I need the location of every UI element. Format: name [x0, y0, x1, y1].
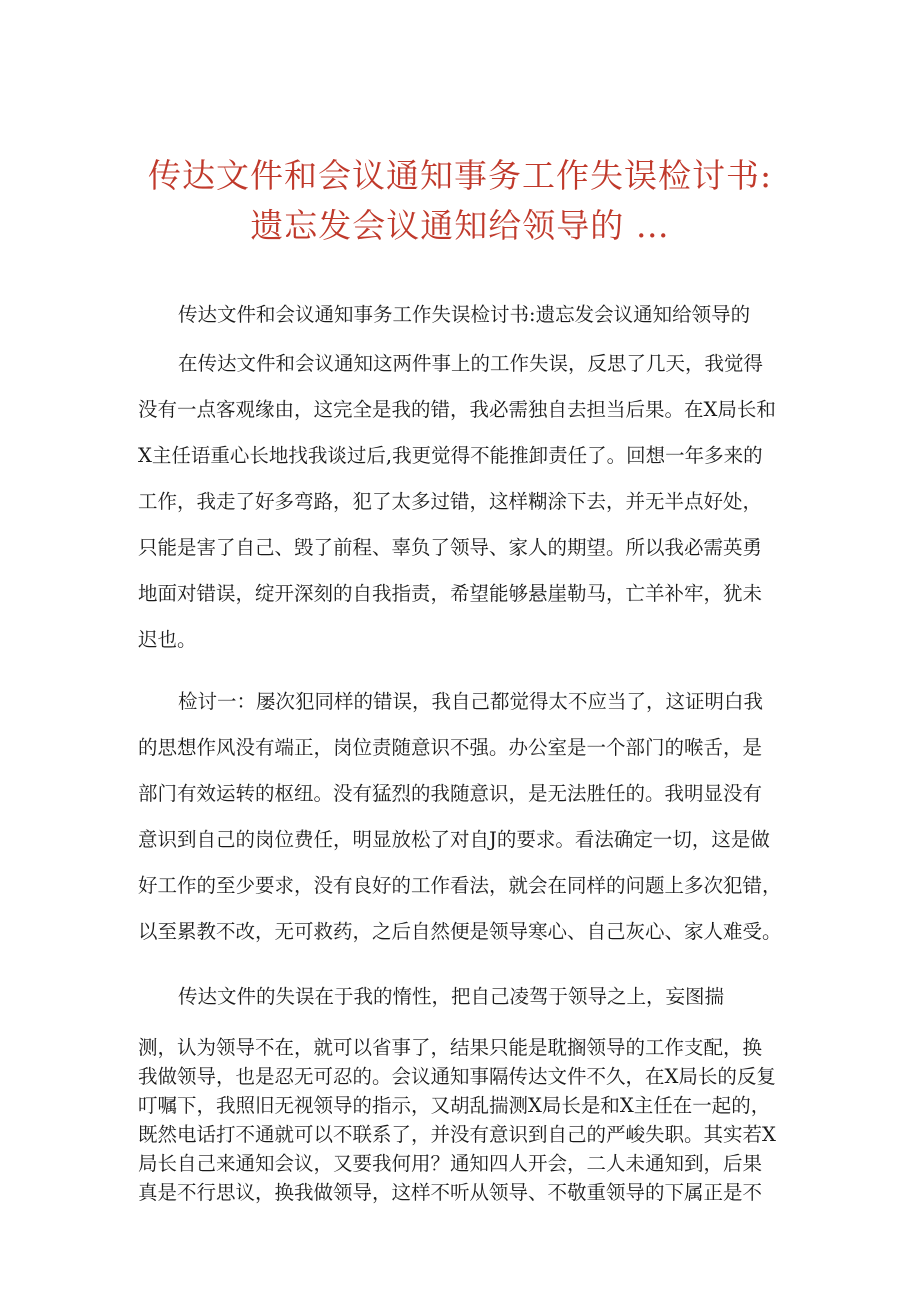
paragraph-line: 迟也。 — [138, 628, 197, 651]
paragraph-line: 真是不行思议，换我做领导，这样不听从领导、不敬重领导的下属正是不 — [138, 1181, 763, 1204]
paragraph-line: 意识到自己的岗位费任，明显放松了对自J的要求。看法确定一切，这是做 — [138, 828, 770, 851]
paragraph-1 — [138, 341, 798, 663]
paragraph-line: 叮嘱下，我照旧无视领导的指示，又胡乱揣测X局长是和X主任在一起的， — [138, 1094, 771, 1117]
paragraph-line: 的思想作风没有端正，岗位责随意识不强。办公室是一个部门的喉舌，是 — [138, 736, 763, 759]
paragraph-3-first-line — [138, 974, 798, 1020]
paragraph-2 — [138, 679, 798, 955]
paragraph-line: 以至累教不改，无可救药，之后自然便是领导寒心、自己灰心、家人难受。 — [138, 920, 782, 943]
paragraph-line: 测，认为领导不在，就可以省事了，结果只能是耽搁领导的工作支配，换 — [138, 1036, 763, 1059]
paragraph-line: 传达文件的失误在于我的惰性，把自己凌驾于领导之上，妄图揣 — [178, 985, 725, 1008]
paragraph-line: 在传达文件和会议通知这两件事上的工作失误，反思了几天，我觉得 — [178, 352, 764, 375]
paragraph-line: 好工作的至少要求，没有良好的工作看法，就会在同样的问题上多次犯错， — [138, 874, 782, 897]
document-subtitle: 传达文件和会议通知事务工作失误检讨书:遗忘发会议通知给领导的 — [178, 303, 751, 326]
paragraph-line: 工作，我走了好多弯路，犯了太多过错，这样糊涂下去，并无半点好处， — [138, 490, 763, 513]
paragraph-line: 局长自己来通知会议，又要我何用？通知四人开会，二人未通知到，后果 — [138, 1152, 763, 1175]
subtitle-block — [138, 292, 798, 338]
paragraph-line: 检讨一：屡次犯同样的错误，我自己都觉得太不应当了，这证明白我 — [178, 690, 764, 713]
paragraph-line: X主任语重心长地找我谈过后,我更觉得不能推卸责任了。回想一年多来的 — [138, 444, 763, 467]
paragraph-line: 只能是害了自己、毁了前程、辜负了领导、家人的期望。所以我必需英勇 — [138, 536, 763, 559]
paragraph-3-continued — [138, 1033, 798, 1207]
paragraph-line: 既然电话打不通就可以不联系了，并没有意识到自己的严峻失职。其实若X — [138, 1123, 776, 1146]
paragraph-line: 没有一点客观缘由，这完全是我的错，我必需独自去担当后果。在X局长和 — [138, 398, 776, 421]
paragraph-line: 部门有效运转的枢纽。没有猛烈的我随意识，是无法胜任的。我明显没有 — [138, 782, 763, 805]
paragraph-line: 地面对错误，绽开深刻的自我指责，希望能够悬崖勒马，亡羊补牢，犹未 — [138, 582, 763, 605]
document-title-line-1: 传达文件和会议通知事务工作失误检讨书: — [147, 156, 773, 195]
paragraph-line: 我做领导，也是忍无可忍的。会议通知事隔传达文件不久，在X局长的反复 — [138, 1065, 776, 1088]
document-title-line-2: 遗忘发会议通知给领导的 … — [250, 206, 670, 245]
